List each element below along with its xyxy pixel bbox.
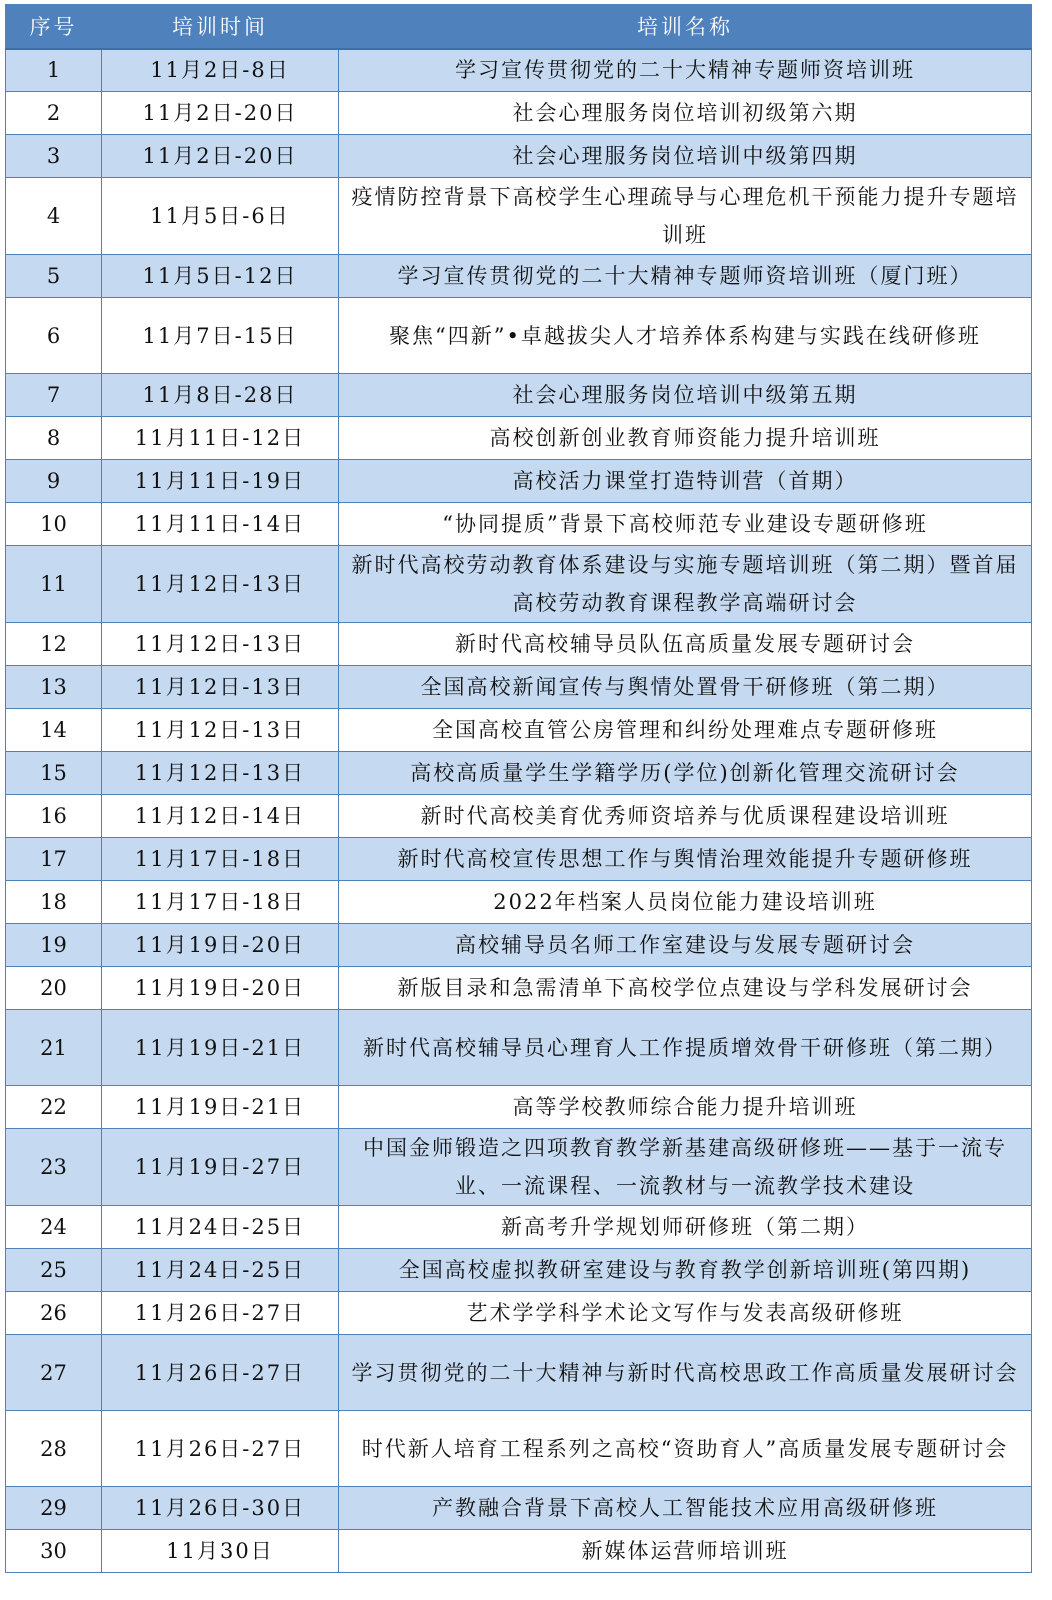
row-date: 11月8日-28日	[102, 374, 339, 417]
table-row	[6, 178, 1032, 255]
row-no: 21	[6, 1010, 102, 1086]
row-date: 11月2日-20日	[102, 92, 339, 135]
row-name: 2022年档案人员岗位能力建设培训班	[339, 881, 1032, 924]
table-row	[6, 417, 1032, 460]
table-row	[6, 1411, 1032, 1487]
table-row	[6, 709, 1032, 752]
row-name: 学习宣传贯彻党的二十大精神专题师资培训班（厦门班）	[339, 255, 1032, 298]
table-row	[6, 881, 1032, 924]
row-no: 30	[6, 1530, 102, 1573]
training-schedule-table	[5, 4, 1032, 1573]
row-name: 聚焦“四新”•卓越拔尖人才培养体系构建与实践在线研修班	[339, 298, 1032, 374]
row-name: 新时代高校宣传思想工作与舆情治理效能提升专题研修班	[339, 838, 1032, 881]
row-date: 11月12日-13日	[102, 709, 339, 752]
table-row	[6, 838, 1032, 881]
row-date: 11月17日-18日	[102, 881, 339, 924]
row-no: 13	[6, 666, 102, 709]
table-row	[6, 924, 1032, 967]
row-no: 6	[6, 298, 102, 374]
row-name: 高校创新创业教育师资能力提升培训班	[339, 417, 1032, 460]
row-name: 新版目录和急需清单下高校学位点建设与学科发展研讨会	[339, 967, 1032, 1010]
row-name: 学习贯彻党的二十大精神与新时代高校思政工作高质量发展研讨会	[339, 1335, 1032, 1411]
row-name: 全国高校虚拟教研室建设与教育教学创新培训班(第四期)	[339, 1249, 1032, 1292]
row-name: 社会心理服务岗位培训中级第四期	[339, 135, 1032, 178]
header-row	[6, 5, 1032, 49]
row-date: 11月12日-14日	[102, 795, 339, 838]
row-name: “协同提质”背景下高校师范专业建设专题研修班	[339, 503, 1032, 546]
row-no: 4	[6, 178, 102, 255]
row-no: 16	[6, 795, 102, 838]
table-row	[6, 1010, 1032, 1086]
row-no: 26	[6, 1292, 102, 1335]
row-name: 社会心理服务岗位培训中级第五期	[339, 374, 1032, 417]
row-date: 11月2日-20日	[102, 135, 339, 178]
row-date: 11月26日-27日	[102, 1411, 339, 1487]
table-row	[6, 460, 1032, 503]
row-date: 11月11日-14日	[102, 503, 339, 546]
row-no: 18	[6, 881, 102, 924]
row-date: 11月19日-21日	[102, 1086, 339, 1129]
row-name: 新时代高校劳动教育体系建设与实施专题培训班（第二期）暨首届高校劳动教育课程教学高端研讨会	[339, 546, 1032, 623]
row-date: 11月12日-13日	[102, 546, 339, 623]
row-name: 新时代高校辅导员队伍高质量发展专题研讨会	[339, 623, 1032, 666]
table-row	[6, 546, 1032, 623]
table-row	[6, 795, 1032, 838]
row-no: 17	[6, 838, 102, 881]
header-no: 序号	[6, 5, 102, 49]
row-no: 27	[6, 1335, 102, 1411]
row-name: 高校高质量学生学籍学历(学位)创新化管理交流研讨会	[339, 752, 1032, 795]
row-date: 11月26日-30日	[102, 1487, 339, 1530]
table-row	[6, 503, 1032, 546]
table-row	[6, 1129, 1032, 1206]
row-date: 11月26日-27日	[102, 1292, 339, 1335]
table-body	[6, 49, 1032, 1573]
row-name: 高校辅导员名师工作室建设与发展专题研讨会	[339, 924, 1032, 967]
row-date: 11月19日-21日	[102, 1010, 339, 1086]
table-row	[6, 374, 1032, 417]
table-row	[6, 1206, 1032, 1249]
row-date: 11月2日-8日	[102, 49, 339, 92]
row-no: 19	[6, 924, 102, 967]
row-no: 8	[6, 417, 102, 460]
row-no: 23	[6, 1129, 102, 1206]
row-no: 12	[6, 623, 102, 666]
row-name: 高校活力课堂打造特训营（首期）	[339, 460, 1032, 503]
row-name: 时代新人培育工程系列之高校“资助育人”高质量发展专题研讨会	[339, 1411, 1032, 1487]
row-date: 11月7日-15日	[102, 298, 339, 374]
row-name: 新高考升学规划师研修班（第二期）	[339, 1206, 1032, 1249]
table-row	[6, 49, 1032, 92]
table-row	[6, 1249, 1032, 1292]
row-no: 24	[6, 1206, 102, 1249]
table-row	[6, 1335, 1032, 1411]
row-name: 新媒体运营师培训班	[339, 1530, 1032, 1573]
row-name: 全国高校直管公房管理和纠纷处理难点专题研修班	[339, 709, 1032, 752]
row-no: 22	[6, 1086, 102, 1129]
row-no: 15	[6, 752, 102, 795]
table-row	[6, 255, 1032, 298]
table-row	[6, 752, 1032, 795]
row-no: 11	[6, 546, 102, 623]
table-row	[6, 1292, 1032, 1335]
table-row	[6, 1086, 1032, 1129]
row-name: 产教融合背景下高校人工智能技术应用高级研修班	[339, 1487, 1032, 1530]
table-row	[6, 666, 1032, 709]
row-name: 新时代高校美育优秀师资培养与优质课程建设培训班	[339, 795, 1032, 838]
row-date: 11月11日-12日	[102, 417, 339, 460]
row-no: 28	[6, 1411, 102, 1487]
row-date: 11月12日-13日	[102, 623, 339, 666]
row-date: 11月19日-20日	[102, 967, 339, 1010]
row-date: 11月19日-20日	[102, 924, 339, 967]
row-name: 社会心理服务岗位培训初级第六期	[339, 92, 1032, 135]
row-no: 1	[6, 49, 102, 92]
row-name: 学习宣传贯彻党的二十大精神专题师资培训班	[339, 49, 1032, 92]
row-name: 疫情防控背景下高校学生心理疏导与心理危机干预能力提升专题培训班	[339, 178, 1032, 255]
row-name: 艺术学学科学术论文写作与发表高级研修班	[339, 1292, 1032, 1335]
row-date: 11月26日-27日	[102, 1335, 339, 1411]
row-date: 11月30日	[102, 1530, 339, 1573]
row-no: 3	[6, 135, 102, 178]
row-date: 11月5日-12日	[102, 255, 339, 298]
row-no: 14	[6, 709, 102, 752]
table-row	[6, 1530, 1032, 1573]
row-date: 11月12日-13日	[102, 666, 339, 709]
row-no: 9	[6, 460, 102, 503]
row-date: 11月24日-25日	[102, 1249, 339, 1292]
row-no: 29	[6, 1487, 102, 1530]
row-no: 20	[6, 967, 102, 1010]
header-name: 培训名称	[339, 5, 1032, 49]
row-no: 5	[6, 255, 102, 298]
table-row	[6, 967, 1032, 1010]
row-name: 新时代高校辅导员心理育人工作提质增效骨干研修班（第二期）	[339, 1010, 1032, 1086]
table-row	[6, 135, 1032, 178]
table-row	[6, 1487, 1032, 1530]
row-date: 11月12日-13日	[102, 752, 339, 795]
table-header	[6, 5, 1032, 49]
row-date: 11月17日-18日	[102, 838, 339, 881]
row-date: 11月24日-25日	[102, 1206, 339, 1249]
row-no: 7	[6, 374, 102, 417]
table-row	[6, 623, 1032, 666]
row-date: 11月11日-19日	[102, 460, 339, 503]
row-name: 高等学校教师综合能力提升培训班	[339, 1086, 1032, 1129]
row-no: 25	[6, 1249, 102, 1292]
table-row	[6, 92, 1032, 135]
row-name: 全国高校新闻宣传与舆情处置骨干研修班（第二期）	[339, 666, 1032, 709]
row-no: 10	[6, 503, 102, 546]
table-row	[6, 298, 1032, 374]
row-no: 2	[6, 92, 102, 135]
header-date: 培训时间	[102, 5, 339, 49]
row-date: 11月5日-6日	[102, 178, 339, 255]
row-name: 中国金师锻造之四项教育教学新基建高级研修班——基于一流专业、一流课程、一流教材与一流教学技术建设	[339, 1129, 1032, 1206]
row-date: 11月19日-27日	[102, 1129, 339, 1206]
